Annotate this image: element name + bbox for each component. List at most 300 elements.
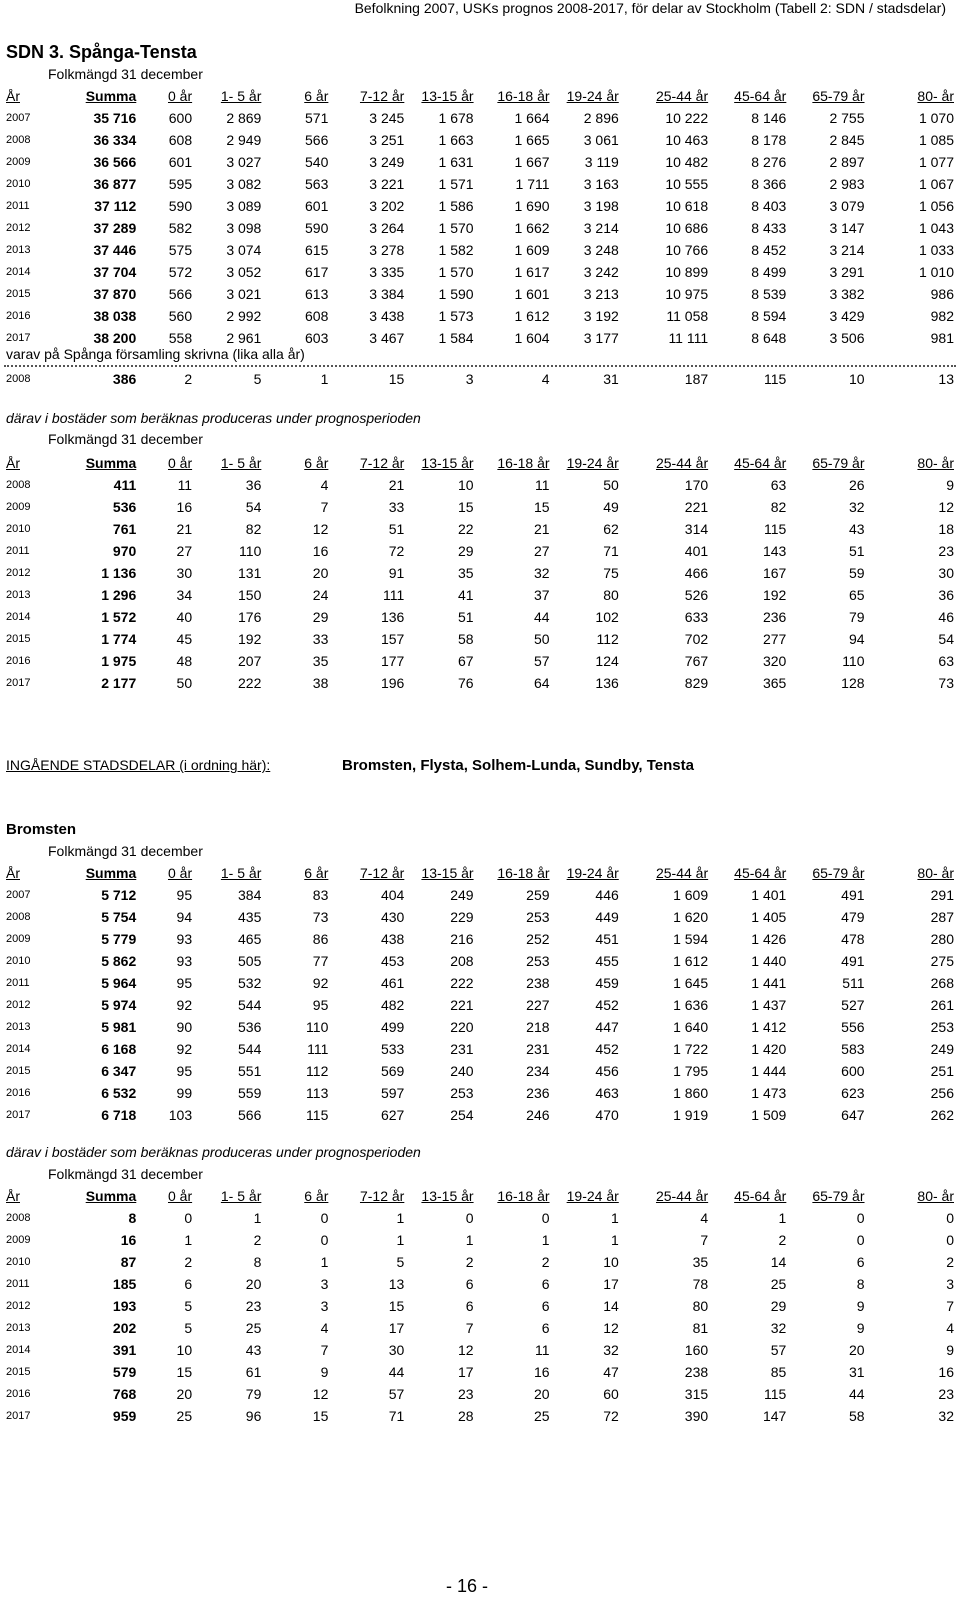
value-cell: 0 xyxy=(465,1210,474,1226)
sum-cell: 8 xyxy=(128,1210,137,1226)
value-cell: 94 xyxy=(848,631,865,647)
varav-table xyxy=(4,368,958,390)
value-cell: 253 xyxy=(526,909,550,925)
sum-cell: 36 877 xyxy=(93,176,137,192)
value-cell: 11 058 xyxy=(666,308,709,324)
value-cell: 3 249 xyxy=(369,154,405,170)
year-cell: 2010 xyxy=(6,178,31,190)
year-cell: 2010 xyxy=(6,1256,31,1268)
value-cell: 253 xyxy=(930,1019,954,1035)
table-row xyxy=(4,1361,958,1383)
new-housing-table-bromsten xyxy=(4,1185,958,1427)
value-cell: 16 xyxy=(176,499,193,515)
sum-cell: 37 704 xyxy=(93,264,137,280)
value-cell: 23 xyxy=(938,1386,954,1402)
table-row xyxy=(4,217,958,239)
value-cell: 15 xyxy=(176,1364,193,1380)
value-cell: 32 xyxy=(603,1342,619,1358)
year-cell: 2014 xyxy=(6,1344,31,1356)
value-cell: 67 xyxy=(458,653,474,669)
value-cell: 3 027 xyxy=(226,154,262,170)
value-cell: 15 xyxy=(458,499,474,515)
table-row xyxy=(4,994,958,1016)
value-cell: 32 xyxy=(770,1320,787,1336)
column-header: 16-18 år xyxy=(497,865,550,881)
value-cell: 1 xyxy=(778,1210,787,1226)
year-cell: 2012 xyxy=(6,999,31,1011)
value-cell: 71 xyxy=(603,543,619,559)
table-row xyxy=(4,1229,958,1251)
value-cell: 601 xyxy=(168,154,193,170)
value-cell: 986 xyxy=(930,286,954,302)
value-cell: 384 xyxy=(238,887,262,903)
value-cell: 314 xyxy=(684,521,709,537)
year-cell: 2014 xyxy=(6,1043,31,1055)
table-row xyxy=(4,129,958,151)
value-cell: 1 645 xyxy=(673,975,709,991)
year-cell: 2008 xyxy=(6,911,31,923)
value-cell: 1 584 xyxy=(438,330,474,346)
value-cell: 40 xyxy=(176,609,193,625)
value-cell: 222 xyxy=(450,975,474,991)
value-cell: 236 xyxy=(526,1085,550,1101)
year-cell: 2016 xyxy=(6,1087,31,1099)
value-cell: 981 xyxy=(930,330,954,346)
column-header: 6 år xyxy=(304,455,329,471)
value-cell: 1 711 xyxy=(515,176,550,192)
value-cell: 13 xyxy=(388,1276,405,1292)
value-cell: 1 070 xyxy=(918,110,954,126)
value-cell: 3 079 xyxy=(829,198,865,214)
sum-cell: 5 974 xyxy=(101,997,137,1013)
value-cell: 479 xyxy=(841,909,865,925)
value-cell: 1 663 xyxy=(438,132,474,148)
value-cell: 31 xyxy=(603,371,619,387)
value-cell: 64 xyxy=(533,675,550,691)
column-header: Summa xyxy=(85,455,137,471)
value-cell: 1 860 xyxy=(673,1085,709,1101)
column-header: År xyxy=(6,865,20,881)
varav-label: varav på Spånga församling skrivna (lika alla år) xyxy=(6,346,305,362)
value-cell: 27 xyxy=(533,543,550,559)
value-cell: 491 xyxy=(841,953,865,969)
value-cell: 6 xyxy=(541,1298,550,1314)
value-cell: 0 xyxy=(320,1210,329,1226)
value-cell: 3 248 xyxy=(583,242,619,258)
value-cell: 404 xyxy=(380,887,405,903)
column-header: 45-64 år xyxy=(734,455,787,471)
value-cell: 556 xyxy=(841,1019,865,1035)
sum-cell: 5 964 xyxy=(101,975,137,991)
column-header: 6 år xyxy=(304,88,329,104)
value-cell: 124 xyxy=(595,653,619,669)
value-cell: 6 xyxy=(465,1276,474,1292)
bromsten-title: Bromsten xyxy=(6,821,77,838)
value-cell: 3 098 xyxy=(226,220,262,236)
darav-label-2: därav i bostäder som beräknas produceras under prognosperioden xyxy=(6,1144,421,1160)
value-cell: 90 xyxy=(176,1019,193,1035)
value-cell: 452 xyxy=(595,1041,619,1057)
value-cell: 57 xyxy=(388,1386,405,1402)
value-cell: 103 xyxy=(168,1107,193,1123)
value-cell: 207 xyxy=(238,653,262,669)
value-cell: 48 xyxy=(176,653,193,669)
value-cell: 11 111 xyxy=(668,330,709,346)
value-cell: 452 xyxy=(595,997,619,1013)
value-cell: 3 074 xyxy=(226,242,262,258)
value-cell: 590 xyxy=(305,220,329,236)
value-cell: 3 264 xyxy=(369,220,405,236)
value-cell: 1 473 xyxy=(751,1085,787,1101)
value-cell: 1 594 xyxy=(673,931,709,947)
table-row xyxy=(4,906,958,928)
value-cell: 5 xyxy=(184,1298,193,1314)
value-cell: 3 213 xyxy=(583,286,619,302)
value-cell: 252 xyxy=(526,931,550,947)
value-cell: 14 xyxy=(770,1254,787,1270)
column-header: 1- 5 år xyxy=(220,88,262,104)
value-cell: 8 276 xyxy=(751,154,787,170)
value-cell: 112 xyxy=(596,631,619,647)
value-cell: 20 xyxy=(848,1342,865,1358)
value-cell: 1 043 xyxy=(918,220,954,236)
value-cell: 131 xyxy=(238,565,262,581)
value-cell: 79 xyxy=(245,1386,262,1402)
value-cell: 3 467 xyxy=(369,330,405,346)
value-cell: 91 xyxy=(388,565,405,581)
value-cell: 95 xyxy=(176,887,193,903)
table-row xyxy=(4,239,958,261)
value-cell: 533 xyxy=(380,1041,405,1057)
year-cell: 2007 xyxy=(6,112,31,124)
value-cell: 27 xyxy=(176,543,193,559)
value-cell: 35 xyxy=(692,1254,709,1270)
value-cell: 8 452 xyxy=(751,242,787,258)
value-cell: 3 291 xyxy=(829,264,865,280)
value-cell: 208 xyxy=(450,953,474,969)
value-cell: 2 xyxy=(541,1254,550,1270)
table-row xyxy=(4,518,958,540)
value-cell: 566 xyxy=(168,286,193,302)
value-cell: 3 506 xyxy=(829,330,865,346)
value-cell: 111 xyxy=(307,1041,329,1057)
value-cell: 1 636 xyxy=(673,997,709,1013)
value-cell: 136 xyxy=(380,609,405,625)
dotted-divider xyxy=(4,365,956,367)
ingaende-label: INGÅENDE STADSDELAR (i ordning här): xyxy=(6,757,271,773)
value-cell: 3 xyxy=(465,371,474,387)
value-cell: 17 xyxy=(458,1364,474,1380)
value-cell: 2 xyxy=(253,1232,262,1248)
sum-cell: 38 038 xyxy=(93,308,137,324)
value-cell: 8 178 xyxy=(751,132,787,148)
year-cell: 2008 xyxy=(6,134,31,146)
value-cell: 1 xyxy=(610,1210,619,1226)
value-cell: 1 601 xyxy=(514,286,550,302)
value-cell: 25 xyxy=(245,1320,262,1336)
value-cell: 4 xyxy=(320,1320,329,1336)
value-cell: 315 xyxy=(684,1386,709,1402)
value-cell: 25 xyxy=(176,1408,193,1424)
value-cell: 112 xyxy=(306,1063,329,1079)
value-cell: 10 222 xyxy=(665,110,709,126)
sum-cell: 36 566 xyxy=(93,154,137,170)
value-cell: 229 xyxy=(450,909,474,925)
column-header: 1- 5 år xyxy=(220,1188,262,1204)
table-row xyxy=(4,1082,958,1104)
value-cell: 767 xyxy=(684,653,709,669)
value-cell: 526 xyxy=(684,587,709,603)
value-cell: 1 573 xyxy=(438,308,474,324)
value-cell: 167 xyxy=(762,565,787,581)
table-header-row xyxy=(4,452,958,474)
value-cell: 702 xyxy=(684,631,709,647)
column-header: 19-24 år xyxy=(566,865,619,881)
value-cell: 36 xyxy=(938,587,954,603)
value-cell: 46 xyxy=(938,609,954,625)
value-cell: 447 xyxy=(595,1019,619,1035)
value-cell: 72 xyxy=(388,543,405,559)
value-cell: 51 xyxy=(848,543,865,559)
value-cell: 262 xyxy=(930,1107,954,1123)
value-cell: 94 xyxy=(176,909,193,925)
value-cell: 187 xyxy=(684,371,709,387)
value-cell: 31 xyxy=(848,1364,865,1380)
column-header: 80- år xyxy=(917,1188,954,1204)
value-cell: 1 444 xyxy=(751,1063,787,1079)
table-row xyxy=(4,1104,958,1126)
value-cell: 20 xyxy=(176,1386,193,1402)
ingaende-values: Bromsten, Flysta, Solhem-Lunda, Sundby, Tensta xyxy=(342,757,694,774)
year-cell: 2009 xyxy=(6,501,31,513)
value-cell: 5 xyxy=(253,371,262,387)
value-cell: 3 214 xyxy=(583,220,619,236)
value-cell: 43 xyxy=(848,521,865,537)
value-cell: 37 xyxy=(533,587,550,603)
value-cell: 13 xyxy=(938,371,954,387)
value-cell: 491 xyxy=(841,887,865,903)
value-cell: 21 xyxy=(533,521,550,537)
value-cell: 75 xyxy=(603,565,619,581)
table-row xyxy=(4,584,958,606)
value-cell: 30 xyxy=(176,565,193,581)
value-cell: 2 755 xyxy=(829,110,865,126)
value-cell: 1 617 xyxy=(514,264,550,280)
column-header: 7-12 år xyxy=(359,865,405,881)
folkmangd-label-2: Folkmängd 31 december xyxy=(48,431,203,447)
table-header-row xyxy=(4,1185,958,1207)
value-cell: 58 xyxy=(848,1408,865,1424)
value-cell: 1 609 xyxy=(673,887,709,903)
value-cell: 26 xyxy=(848,477,865,493)
value-cell: 7 xyxy=(320,1342,329,1358)
value-cell: 401 xyxy=(684,543,709,559)
value-cell: 35 xyxy=(458,565,474,581)
value-cell: 7 xyxy=(946,1298,954,1314)
value-cell: 9 xyxy=(946,1342,954,1358)
value-cell: 9 xyxy=(946,477,954,493)
year-cell: 2009 xyxy=(6,156,31,168)
value-cell: 8 xyxy=(856,1276,865,1292)
value-cell: 463 xyxy=(595,1085,619,1101)
value-cell: 633 xyxy=(684,609,709,625)
value-cell: 558 xyxy=(168,330,193,346)
value-cell: 1 xyxy=(320,1254,329,1270)
value-cell: 110 xyxy=(842,653,865,669)
year-cell: 2012 xyxy=(6,1300,31,1312)
column-header: År xyxy=(6,88,20,104)
table-row xyxy=(4,1383,958,1405)
value-cell: 60 xyxy=(603,1386,619,1402)
value-cell: 160 xyxy=(684,1342,709,1358)
value-cell: 4 xyxy=(700,1210,709,1226)
value-cell: 44 xyxy=(848,1386,865,1402)
value-cell: 249 xyxy=(930,1041,954,1057)
value-cell: 1 590 xyxy=(438,286,474,302)
value-cell: 1 033 xyxy=(918,242,954,258)
value-cell: 8 403 xyxy=(751,198,787,214)
table-row xyxy=(4,650,958,672)
value-cell: 17 xyxy=(388,1320,405,1336)
column-header: 6 år xyxy=(304,865,329,881)
value-cell: 3 242 xyxy=(583,264,619,280)
value-cell: 466 xyxy=(684,565,709,581)
column-header: 13-15 år xyxy=(421,865,474,881)
value-cell: 7 xyxy=(320,499,329,515)
value-cell: 95 xyxy=(176,975,193,991)
value-cell: 3 438 xyxy=(369,308,405,324)
value-cell: 2 845 xyxy=(829,132,865,148)
table-row xyxy=(4,928,958,950)
value-cell: 453 xyxy=(380,953,405,969)
value-cell: 1 690 xyxy=(514,198,550,214)
column-header: 1- 5 år xyxy=(220,455,262,471)
table-row xyxy=(4,1317,958,1339)
value-cell: 540 xyxy=(305,154,329,170)
value-cell: 80 xyxy=(692,1298,709,1314)
sum-cell: 5 981 xyxy=(101,1019,137,1035)
value-cell: 32 xyxy=(848,499,865,515)
value-cell: 81 xyxy=(692,1320,709,1336)
value-cell: 92 xyxy=(176,1041,193,1057)
value-cell: 23 xyxy=(245,1298,262,1314)
value-cell: 583 xyxy=(841,1041,865,1057)
value-cell: 43 xyxy=(245,1342,262,1358)
value-cell: 25 xyxy=(770,1276,787,1292)
value-cell: 465 xyxy=(238,931,262,947)
value-cell: 3 382 xyxy=(829,286,865,302)
value-cell: 63 xyxy=(770,477,787,493)
value-cell: 30 xyxy=(938,565,954,581)
column-header: År xyxy=(6,1188,20,1204)
value-cell: 111 xyxy=(383,587,405,603)
column-header: 65-79 år xyxy=(812,88,865,104)
table-row xyxy=(4,474,958,496)
table-row xyxy=(4,540,958,562)
value-cell: 238 xyxy=(526,975,550,991)
column-header: 13-15 år xyxy=(421,1188,474,1204)
sum-cell: 768 xyxy=(112,1386,137,1402)
value-cell: 291 xyxy=(930,887,954,903)
value-cell: 20 xyxy=(245,1276,262,1292)
table-row xyxy=(4,562,958,584)
value-cell: 1 437 xyxy=(751,997,787,1013)
column-header: 16-18 år xyxy=(497,455,550,471)
value-cell: 220 xyxy=(450,1019,474,1035)
value-cell: 566 xyxy=(238,1107,262,1123)
folkmangd-label-4: Folkmängd 31 december xyxy=(48,1166,203,1182)
value-cell: 73 xyxy=(312,909,329,925)
value-cell: 28 xyxy=(458,1408,474,1424)
value-cell: 32 xyxy=(533,565,550,581)
sum-cell: 1 774 xyxy=(101,631,137,647)
value-cell: 3 177 xyxy=(583,330,619,346)
value-cell: 482 xyxy=(380,997,405,1013)
value-cell: 79 xyxy=(848,609,865,625)
value-cell: 254 xyxy=(450,1107,474,1123)
value-cell: 7 xyxy=(465,1320,474,1336)
table-row xyxy=(4,606,958,628)
value-cell: 36 xyxy=(245,477,262,493)
value-cell: 10 686 xyxy=(665,220,709,236)
value-cell: 3 192 xyxy=(583,308,619,324)
value-cell: 1 795 xyxy=(673,1063,709,1079)
value-cell: 93 xyxy=(176,931,193,947)
table-row xyxy=(4,1038,958,1060)
value-cell: 1 xyxy=(253,1210,262,1226)
folkmangd-label-3: Folkmängd 31 december xyxy=(48,843,203,859)
year-cell: 2010 xyxy=(6,955,31,967)
sum-cell: 1 975 xyxy=(101,653,137,669)
value-cell: 2 896 xyxy=(583,110,619,126)
value-cell: 73 xyxy=(938,675,954,691)
value-cell: 23 xyxy=(458,1386,474,1402)
value-cell: 287 xyxy=(930,909,954,925)
value-cell: 10 xyxy=(176,1342,193,1358)
value-cell: 7 xyxy=(700,1232,709,1248)
value-cell: 582 xyxy=(168,220,193,236)
value-cell: 2 xyxy=(778,1232,787,1248)
sum-cell: 6 347 xyxy=(101,1063,137,1079)
value-cell: 982 xyxy=(930,308,954,324)
value-cell: 51 xyxy=(388,521,405,537)
year-cell: 2008 xyxy=(6,479,31,491)
value-cell: 246 xyxy=(526,1107,550,1123)
table-row xyxy=(4,1251,958,1273)
value-cell: 221 xyxy=(684,499,709,515)
value-cell: 86 xyxy=(312,931,329,947)
value-cell: 45 xyxy=(176,631,193,647)
value-cell: 115 xyxy=(306,1107,329,1123)
value-cell: 1 xyxy=(610,1232,619,1248)
value-cell: 5 xyxy=(184,1320,193,1336)
value-cell: 218 xyxy=(526,1019,550,1035)
value-cell: 613 xyxy=(305,286,329,302)
value-cell: 505 xyxy=(238,953,262,969)
year-cell: 2015 xyxy=(6,288,31,300)
column-header: 13-15 år xyxy=(421,88,474,104)
table-header-row xyxy=(4,85,958,107)
year-cell: 2015 xyxy=(6,1065,31,1077)
value-cell: 390 xyxy=(684,1408,709,1424)
value-cell: 3 147 xyxy=(829,220,865,236)
sum-cell: 37 446 xyxy=(93,242,137,258)
value-cell: 1 570 xyxy=(438,264,474,280)
value-cell: 196 xyxy=(380,675,405,691)
sum-cell: 386 xyxy=(112,371,137,387)
district-title: SDN 3. Spånga-Tensta xyxy=(6,42,197,62)
year-cell: 2009 xyxy=(6,1234,31,1246)
